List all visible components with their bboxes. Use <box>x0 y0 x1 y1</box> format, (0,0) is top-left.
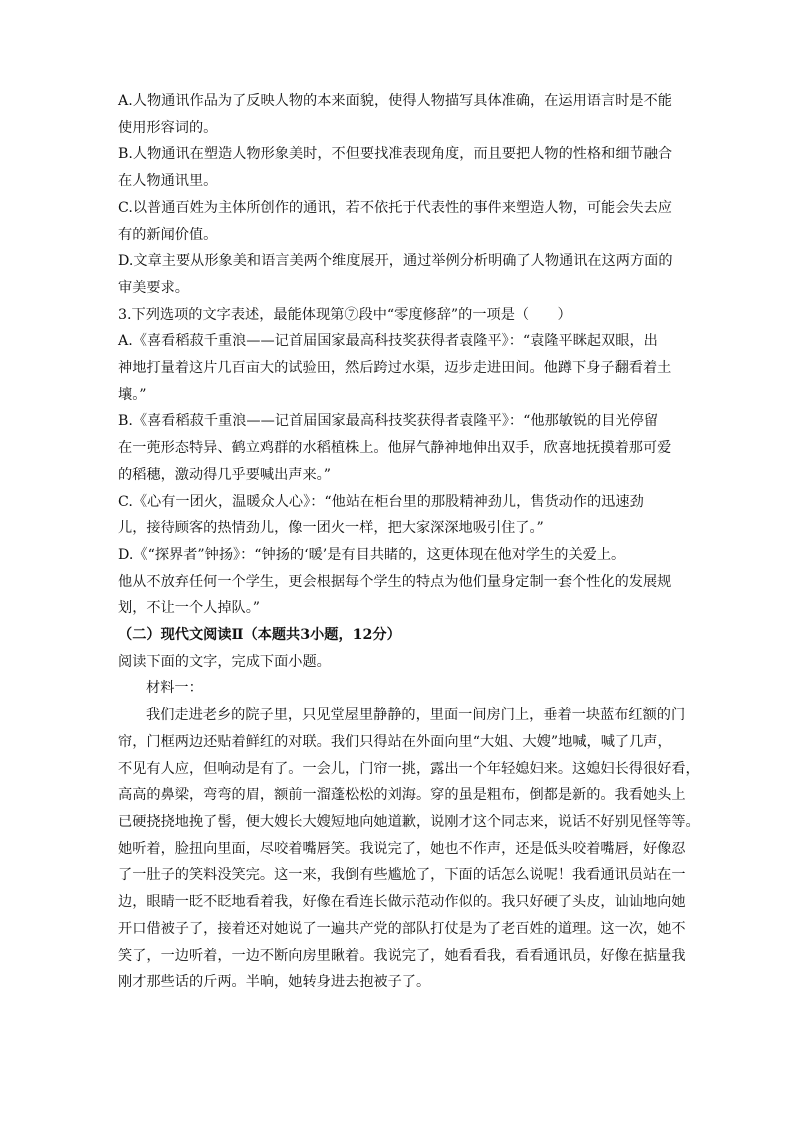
instruction-text: 阅读下面的文字，完成下面小题。 <box>118 653 331 670</box>
option-line: B.《喜看稻菽千重浪——记首届国家最高科技奖获得者袁隆平》：“他那敏锐的目光停留 <box>118 413 659 430</box>
passage-line: 高高的鼻梁，弯弯的眉，额前一溜蓬松松的刘海。穿的虽是粗布，倒都是新的。我看她头上 <box>118 787 686 804</box>
question-3-stem: 3.下列选项的文字表述，最能体现第⑦段中“零度修辞”的一项是（ ） <box>118 306 572 323</box>
passage-line: 开口借被子了，接着还对她说了一遍共产党的部队打仗是为了老百姓的道理。这一次，她不 <box>118 920 686 937</box>
passage <box>118 702 700 996</box>
q2-option <box>118 141 678 194</box>
passage-line: 边，眼睛一眨不眨地看着我，好像在看连长做示范动作似的。我只好硬了头皮，讪讪地向她 <box>118 894 686 911</box>
q3-option <box>118 408 678 488</box>
option-line: 划，不让一个人掉队。” <box>118 600 261 617</box>
option-line: 壤。” <box>118 386 147 403</box>
passage-line: 刚才那些话的斤两。半晌，她转身进去抱被子了。 <box>118 974 431 991</box>
option-line: 的稻穗，激动得几乎要喊出声来。” <box>118 466 331 483</box>
q2-option <box>118 88 678 141</box>
passage-line: 已硬挠挠地挽了髻，便大嫂长大嫂短地向她道歉，说刚才这个同志来，说话不好别见怪等等。 <box>118 813 700 830</box>
option-line: 有的新闻价值。 <box>118 226 218 243</box>
option-line: D.文章主要从形象美和语言美两个维度展开，通过举例分析明确了人物通讯在这两方面的 <box>118 253 673 270</box>
option-line: 神地打量着这片几百亩大的试验田，然后跨过水渠，迈步走进田间。他蹲下身子翻看着土 <box>118 360 672 377</box>
passage-line: 了一肚子的笑料没笑完。这一来，我倒有些尴尬了，下面的话怎么说呢！我看通讯员站在一 <box>118 867 686 884</box>
option-line: 使用形容词的。 <box>118 119 218 136</box>
q2-option <box>118 195 678 248</box>
passage-line: 我们走进老乡的院子里，只见堂屋里静静的，里面一间房门上，垂着一块蓝布红额的门 <box>146 707 686 724</box>
q3-option <box>118 489 678 542</box>
option-line: C.《心有一团火，温暖众人心》：“他站在柜台里的那股精神劲儿，售货动作的迅速劲 <box>118 493 644 510</box>
passage-line: 笑了，一边听着，一边不断向房里瞅着。我说完了，她看看我，看看通讯员，好像在掂量我 <box>118 947 686 964</box>
option-line: A.人物通讯作品为了反映人物的本来面貌，使得人物描写具体准确，在运用语言时是不能 <box>118 93 672 109</box>
option-line: 审美要求。 <box>118 279 189 296</box>
q2-option <box>118 248 678 301</box>
option-line: 儿，接待顾客的热情劲儿，像一团火一样，把大家深深地吸引住了。” <box>118 520 544 537</box>
passage-line: 帘，门框两边还贴着鲜红的对联。我们只得站在外面向里“大姐、大嫂”地喊，喊了几声， <box>118 733 672 750</box>
passage-line: 她听着，脸扭向里面，尽咬着嘴唇笑。我说完了，她也不作声，还是低头咬着嘴唇，好像忍 <box>118 840 686 857</box>
option-line: 在一蔸形态特异、鹤立鸡群的水稻植株上。他屏气静神地伸出双手，欣喜地抚摸着那可爱 <box>118 440 672 457</box>
section-heading: （二）现代文阅读Ⅱ（本题共3小题，12分） <box>118 627 401 644</box>
q3-option <box>118 542 678 622</box>
material-label: 材料一： <box>146 680 203 697</box>
question-2-options <box>118 88 678 302</box>
option-line: C.以普通百姓为主体所创作的通讯，若不依托于代表性的事件来塑造人物，可能会失去应 <box>118 199 672 216</box>
option-line: 他从不放弃任何一个学生，更会根据每个学生的特点为他们量身定制一套个性化的发展规 <box>118 573 672 590</box>
option-line: B.人物通讯在塑造人物形象美时，不但要找准表现角度，而且要把人物的性格和细节融合 <box>118 146 673 163</box>
option-line: 在人物通讯里。 <box>118 173 218 190</box>
option-line: A.《喜看稻菽千重浪——记首届国家最高科技奖获得者袁隆平》：“袁隆平眯起双眼，出 <box>118 333 658 350</box>
q3-option <box>118 328 678 408</box>
document-page <box>118 88 700 996</box>
option-line: D.《“探界者”钟扬》：“钟扬的‘暖’是有目共睹的，这更体现在他对学生的关爱上。 <box>118 546 626 563</box>
question-3-options <box>118 328 678 622</box>
passage-line: 不见有人应，但响动是有了。一会儿，门帘一挑，露出一个年轻媳妇来。这媳妇长得很好看， <box>118 760 700 777</box>
